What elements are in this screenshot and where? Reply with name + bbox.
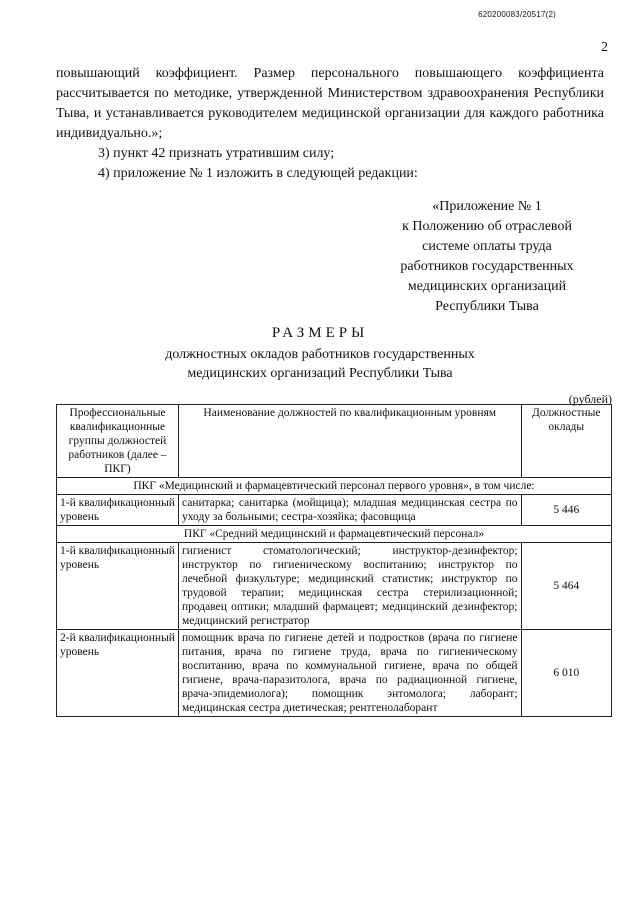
list-item-3: 3) пункт 42 признать утратившим силу; bbox=[98, 146, 335, 161]
subtitle-line: медицинских организаций Республики Тыва bbox=[187, 366, 453, 381]
table-row bbox=[57, 495, 612, 526]
position-list: санитарка; санитарка (мойщица); младшая медицинская сестра по уходу за больными; сестра-хозяйка; фасовщица bbox=[178, 495, 521, 526]
qualification-level: 1-й квалификационный уровень bbox=[57, 495, 179, 526]
section-title: РАЗМЕРЫ bbox=[271, 325, 369, 341]
appendix-line: работников государственных bbox=[400, 259, 574, 274]
appendix-heading bbox=[392, 197, 582, 317]
qualification-level: 1-й квалификационный уровень bbox=[57, 543, 179, 630]
salary-value: 5 446 bbox=[521, 495, 611, 526]
table-row bbox=[57, 630, 612, 717]
appendix-line: к Положению об отраслевой bbox=[402, 219, 572, 234]
table-group-row bbox=[57, 478, 612, 495]
position-list: помощник врача по гигиене детей и подростков (врача по гигиене питания, врача по гигиене труда, врача по гигиеническому воспитанию, врача по коммунальной гигиене, врача по общей гигиене, врача-паразитолога, врача по радиационной гигиене, врача-эпидемиолога); помощник энтомолога; лаборант; медицинская сестра диетическая; рентгенолаборант bbox=[178, 630, 521, 717]
document-body bbox=[56, 64, 604, 184]
group-title: ПКГ «Медицинский и фармацевтический персонал первого уровня», в том числе: bbox=[57, 478, 612, 495]
table-group-row bbox=[57, 526, 612, 543]
table-header-row bbox=[57, 405, 612, 478]
table-row bbox=[57, 543, 612, 630]
subtitle-line: должностных окладов работников государственных bbox=[165, 347, 475, 362]
group-title: ПКГ «Средний медицинский и фармацевтический персонал» bbox=[57, 526, 612, 543]
salary-value: 6 010 bbox=[521, 630, 611, 717]
page-number: 2 bbox=[601, 40, 608, 55]
list-item-4: 4) приложение № 1 изложить в следующей редакции: bbox=[98, 166, 418, 181]
salary-table bbox=[56, 404, 612, 717]
appendix-line: «Приложение № 1 bbox=[432, 199, 542, 214]
header-cell-salary: Должностные оклады bbox=[521, 405, 611, 478]
salary-value: 5 464 bbox=[521, 543, 611, 630]
units-label: (рублей) bbox=[568, 392, 612, 406]
position-list: гигиенист стоматологический; инструктор-дезинфектор; инструктор по гигиеническому воспитанию; инструктор по лечебной физкультуре; медицинский статистик; инструктор по трудовой терапии; медицинская сестра стерилизационной; продавец оптики; младший фармацевт; медицинский дезинфектор; медицинский регистратор bbox=[178, 543, 521, 630]
header-cell-positions: Наименование должностей по квалификационным уровням bbox=[178, 405, 521, 478]
appendix-line: системе оплаты труда bbox=[422, 239, 552, 254]
header-cell-groups: Профессиональные квалификационные группы должностей работников (далее – ПКГ) bbox=[57, 405, 179, 478]
document-number: 620200083/20517(2) bbox=[478, 10, 556, 19]
appendix-line: медицинских организаций bbox=[407, 279, 567, 294]
appendix-line: Республики Тыва bbox=[435, 299, 539, 314]
paragraph-continuation: повышающий коэффициент. Размер персонального повышающего коэффициента рассчитывается по методике, утвержденной Министерством здравоохранения Республики Тыва, и устанавливается руководителем медицинской организации для каждого работника индивидуально.»; bbox=[56, 66, 604, 141]
qualification-level: 2-й квалификационный уровень bbox=[57, 630, 179, 717]
section-subtitle bbox=[0, 345, 640, 383]
